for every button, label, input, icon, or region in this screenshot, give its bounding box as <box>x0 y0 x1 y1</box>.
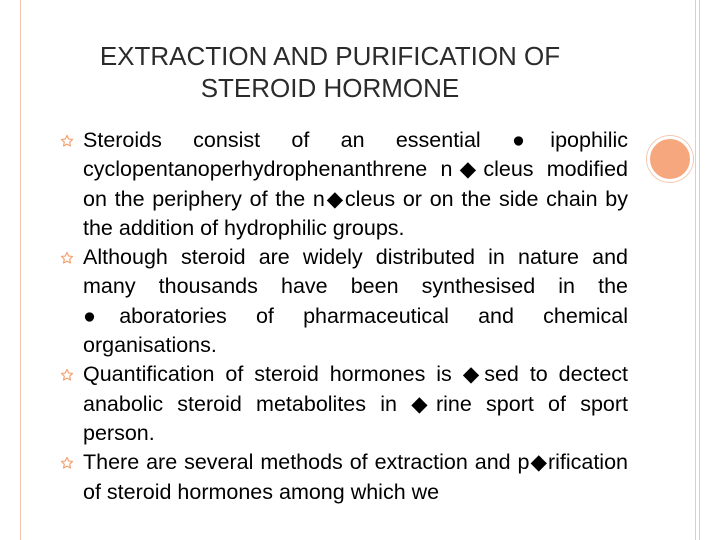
bullet-item <box>60 360 628 448</box>
star-bullet-icon <box>60 134 74 148</box>
star-bullet-icon <box>60 368 74 382</box>
bullet-text: Although steroid are widely distributed in nature and many thousands have been synthesised in the ●aboratories of pharmaceutical and chemical organisations. <box>83 245 628 358</box>
slide-frame-right-outer <box>699 0 700 540</box>
star-bullet-icon <box>60 456 74 470</box>
slide-frame-left <box>20 0 21 540</box>
bullet-list <box>60 126 628 507</box>
star-bullet-icon <box>60 251 74 265</box>
bullet-item <box>60 448 628 507</box>
slide-title: EXTRACTION AND PURIFICATION OF STEROID HORMONE <box>99 41 561 103</box>
bullet-item <box>60 243 628 360</box>
accent-circle <box>647 136 693 182</box>
slide-frame-right <box>695 0 696 540</box>
bullet-text: Steroids consist of an essential ●ipophilic cyclopentanoperhydrophenanthrene n◆cleus modified on the periphery of the n◆cleus or on the side chain by the addition of hydrophilic groups. <box>83 128 628 240</box>
bullet-item <box>60 126 628 243</box>
bullet-text: There are several methods of extraction and p◆rification of steroid hormones among which we <box>83 450 628 504</box>
bullet-text: Quantification of steroid hormones is ◆sed to dectect anabolic steroid metabolites in ◆rine sport of sport person. <box>83 362 628 445</box>
